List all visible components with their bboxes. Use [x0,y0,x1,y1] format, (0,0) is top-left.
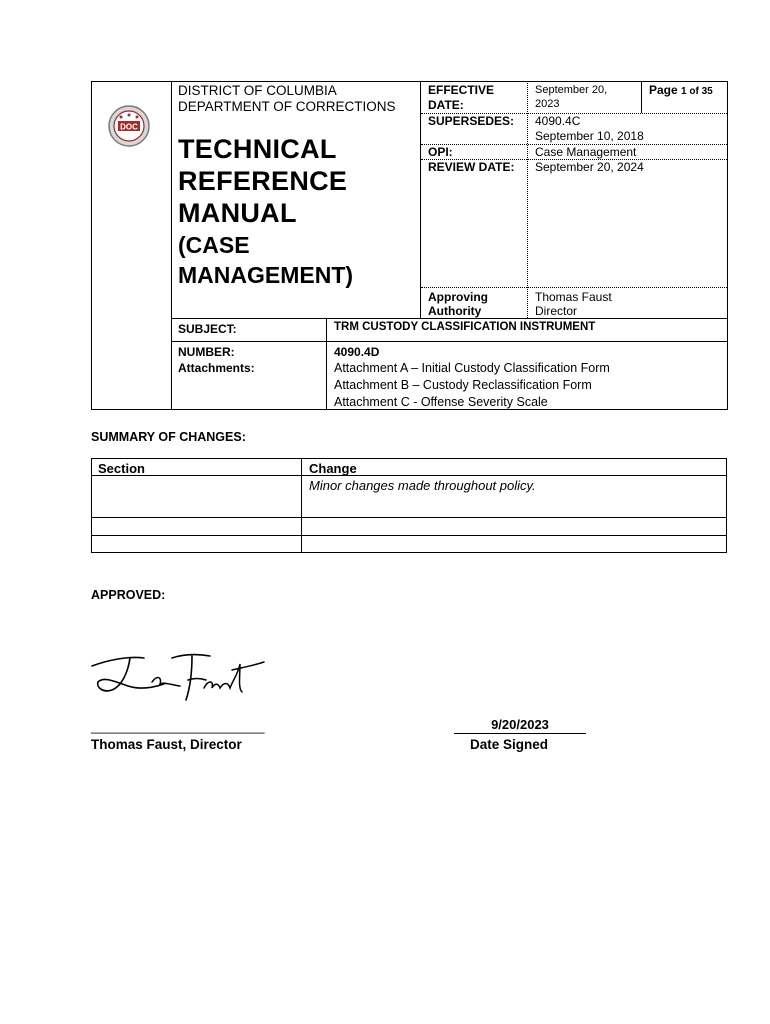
signer-name: Thomas Faust, Director [91,737,242,752]
review-date-value: September 20, 2024 [535,160,644,174]
table-row-change: Minor changes made throughout policy. [309,478,536,493]
manual-subtitle: (CASE MANAGEMENT) [178,232,354,288]
director-signature [88,648,270,704]
date-signed-label: Date Signed [470,737,549,752]
attachments-label: Attachments: [178,361,255,375]
summary-col-section: Section [98,461,145,476]
opi-value: Case Management [535,145,637,159]
manual-title: TECHNICAL REFERENCE MANUAL [178,134,348,228]
attachment-item: Attachment B – Custody Reclassification Form [334,378,592,392]
summary-col-change: Change [309,461,357,476]
attachment-item: Attachment C - Offense Severity Scale [334,395,548,409]
effective-date-value: September 20, 2023 [535,84,608,110]
number-label: NUMBER: [178,345,235,359]
summary-heading: SUMMARY OF CHANGES: [91,430,246,444]
org-name: DISTRICT OF COLUMBIA DEPARTMENT OF CORRECTIONS [178,83,396,114]
subject-value: TRM CUSTODY CLASSIFICATION INSTRUMENT [334,321,596,333]
opi-label: OPI: [428,145,453,159]
effective-date-label: EFFECTIVE DATE: [428,83,495,112]
number-value: 4090.4D [334,345,380,359]
subject-label: SUBJECT: [178,322,237,336]
doc-seal-logo [108,105,150,147]
attachment-item: Attachment A – Initial Custody Classification Form [334,361,610,375]
supersedes-value: 4090.4C September 10, 2018 [535,114,644,143]
approving-authority-value: Thomas Faust Director [535,290,612,318]
approved-heading: APPROVED: [91,588,166,602]
page-number: Page 1 of 35 [649,83,713,97]
signer-line: ________________________ [91,719,265,734]
supersedes-label: SUPERSEDES: [428,114,515,128]
date-signed-value: 9/20/2023 [454,717,586,734]
approving-authority-label: Approving Authority [428,290,488,318]
review-date-label: REVIEW DATE: [428,160,515,174]
attachments-list [334,360,610,411]
svg-text:DOC: DOC [120,122,138,132]
